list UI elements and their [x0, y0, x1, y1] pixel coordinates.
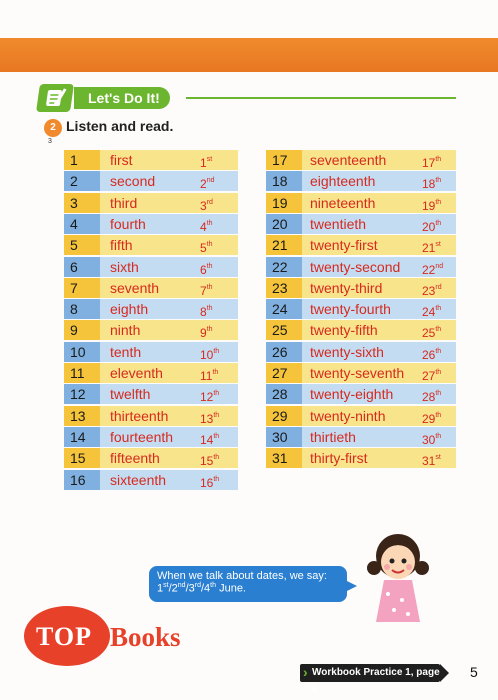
ordinal-abbr-number: 17 — [422, 156, 436, 170]
ordinal-row — [64, 384, 238, 404]
audio-track-number: 3 — [48, 138, 52, 145]
ordinal-abbr-number: 28 — [422, 390, 436, 405]
ordinal-number: 20 — [266, 214, 302, 234]
ordinal-suffix: th — [213, 390, 220, 398]
ordinal-number: 24 — [266, 299, 302, 319]
ordinal-row — [266, 171, 456, 191]
ordinal-row — [266, 406, 456, 426]
ordinal-word: thirteenth — [110, 407, 169, 424]
speech-line-1: When we talk about dates, we say: — [157, 570, 327, 582]
ordinal-number: 5 — [64, 235, 100, 255]
top-orange-band — [0, 38, 498, 72]
ordinal-word: twenty-second — [310, 258, 401, 275]
ordinal-number: 30 — [266, 427, 302, 447]
ordinal-number: 10 — [64, 342, 100, 362]
ordinal-abbr-number: 20 — [422, 219, 436, 234]
ordinal-abbr-number: 13 — [200, 411, 214, 426]
ordinal-number: 23 — [266, 278, 302, 298]
ordinal-number: 31 — [266, 448, 302, 468]
ordinal-suffix: th — [435, 326, 442, 334]
ordinal-abbr-number: 27 — [422, 369, 436, 383]
ordinal-abbr-number: 24 — [422, 305, 436, 320]
ordinal-word: twenty-sixth — [310, 343, 384, 360]
ordinal-abbreviation — [200, 299, 213, 319]
ordinal-number: 22 — [266, 257, 302, 277]
ordinal-number: 28 — [266, 384, 302, 404]
ordinal-row — [266, 257, 456, 277]
ordinal-abbreviation — [200, 193, 213, 213]
ordinal-row — [266, 299, 456, 319]
speech-line-2: 1st/2nd/3rd/4th June. — [157, 582, 246, 595]
ordinal-abbreviation — [200, 427, 219, 447]
ordinal-abbr-number: 25 — [422, 326, 436, 341]
ordinal-suffix: th — [435, 177, 442, 185]
ordinal-abbreviation — [422, 406, 441, 426]
ordinal-suffix: st — [435, 241, 441, 249]
ordinal-suffix: th — [435, 219, 442, 227]
ordinal-word: thirty-first — [310, 450, 368, 467]
ordinal-suffix: rd — [435, 283, 442, 291]
ordinal-number: 14 — [64, 427, 100, 447]
ordinal-row — [64, 299, 238, 319]
ordinal-row — [64, 363, 238, 383]
ordinal-number: 12 — [64, 384, 100, 404]
ordinal-row — [266, 427, 456, 447]
ordinals-table-right — [266, 150, 456, 470]
speech-date-suffix: th — [210, 582, 217, 589]
ordinal-suffix: st — [206, 156, 213, 163]
speech-date-number: 3 — [188, 582, 195, 595]
ordinal-abbreviation — [200, 384, 219, 404]
ordinal-word: eighth — [110, 301, 149, 318]
ordinal-number: 3 — [64, 193, 100, 213]
ordinal-suffix: th — [206, 283, 213, 291]
ordinal-abbreviation — [422, 342, 441, 362]
ordinal-word: twenty-ninth — [310, 407, 386, 424]
ordinal-word: twelfth — [110, 386, 151, 403]
ordinal-abbr-number: 6 — [200, 262, 207, 277]
ordinal-abbreviation — [200, 363, 218, 383]
ordinal-number: 2 — [64, 171, 100, 191]
ordinal-number: 25 — [266, 320, 302, 340]
ordinal-number: 15 — [64, 448, 100, 468]
ordinal-abbr-number: 22 — [422, 262, 436, 277]
ordinal-suffix: th — [435, 198, 442, 206]
ordinal-word: twenty-seventh — [310, 365, 405, 381]
ordinal-row — [266, 278, 456, 298]
ordinal-abbreviation — [422, 448, 441, 468]
ordinal-abbreviation — [200, 342, 219, 362]
ordinal-suffix: th — [213, 454, 220, 462]
ordinal-abbreviation — [422, 384, 441, 404]
ordinal-word: tenth — [110, 343, 142, 360]
ordinal-abbreviation — [422, 278, 442, 298]
ordinal-abbreviation — [200, 257, 213, 277]
ordinals-table-left — [64, 150, 238, 490]
ordinal-suffix: th — [435, 369, 442, 376]
ordinal-abbr-number: 12 — [200, 390, 214, 405]
activity-number-badge: 2 — [44, 119, 62, 137]
topbooks-logo — [12, 600, 202, 670]
speech-bubble — [149, 566, 347, 602]
logo-top-text: TOP — [36, 622, 92, 651]
ordinal-word: nineteenth — [310, 194, 376, 211]
ordinal-abbr-number: 21 — [422, 241, 436, 256]
ordinal-word: twenty-third — [310, 279, 383, 296]
speech-date-number: 1 — [157, 582, 164, 595]
ordinal-abbr-number: 29 — [422, 411, 436, 426]
ordinal-word: eighteenth — [310, 173, 376, 190]
ordinal-abbreviation — [200, 448, 219, 468]
ordinal-abbreviation — [422, 320, 441, 340]
page-number: 5 — [470, 664, 478, 680]
ordinal-suffix: th — [435, 347, 442, 355]
ordinal-word: sixteenth — [110, 471, 167, 488]
ordinal-number: 1 — [64, 150, 100, 170]
ordinal-row — [64, 427, 238, 447]
ordinal-suffix: th — [206, 305, 213, 313]
ordinal-row — [64, 406, 238, 426]
ordinal-abbr-number: 31 — [422, 454, 436, 469]
ordinal-abbr-number: 26 — [422, 347, 436, 362]
ordinal-word: twenty-fourth — [310, 301, 391, 318]
ordinal-abbreviation — [422, 427, 441, 447]
ordinal-word: first — [110, 152, 133, 168]
ordinal-abbreviation — [200, 214, 213, 234]
ordinal-number: 21 — [266, 235, 302, 255]
ordinal-abbr-number: 14 — [200, 432, 214, 447]
ordinal-abbr-number: 23 — [422, 283, 436, 298]
speech-date-suffix: rd — [194, 582, 201, 589]
ordinal-word: twenty-eighth — [310, 386, 394, 403]
ordinal-abbreviation — [200, 150, 212, 170]
ordinal-word: fourteenth — [110, 428, 174, 445]
ordinal-row — [266, 235, 456, 255]
ordinal-word: third — [110, 194, 138, 211]
ordinal-suffix: st — [435, 454, 441, 462]
speech-date-number: 2 — [171, 582, 178, 595]
speech-date-number: 4 — [204, 582, 211, 595]
ordinal-abbreviation — [200, 235, 213, 255]
ordinal-row — [64, 193, 238, 213]
ordinal-number: 27 — [266, 363, 302, 383]
section-title: Let's Do It! — [74, 87, 170, 109]
ordinal-suffix: th — [435, 432, 442, 440]
ordinal-row — [64, 150, 238, 170]
ordinal-suffix: th — [213, 475, 220, 483]
ordinal-row — [64, 320, 238, 340]
ordinal-suffix: th — [435, 411, 442, 419]
ordinal-row — [266, 342, 456, 362]
ordinal-abbr-number: 2 — [200, 177, 207, 192]
ordinal-suffix: th — [213, 432, 220, 440]
ordinal-suffix: th — [435, 156, 442, 163]
ordinal-abbr-number: 8 — [200, 305, 207, 320]
ordinal-abbreviation — [422, 214, 441, 234]
ordinal-abbreviation — [422, 150, 441, 170]
header-rule — [186, 97, 456, 99]
ordinal-abbr-number: 7 — [200, 283, 207, 298]
pencil-icon — [36, 84, 74, 112]
speech-month: June. — [219, 582, 246, 595]
ordinal-word: twentieth — [310, 215, 367, 232]
ordinal-number: 13 — [64, 406, 100, 426]
ordinal-number: 29 — [266, 406, 302, 426]
logo-books-text: Books — [110, 622, 181, 652]
ordinal-row — [64, 235, 238, 255]
speech-date-suffix: st — [163, 582, 169, 589]
ordinal-row — [64, 470, 238, 490]
ordinal-number: 16 — [64, 470, 100, 490]
ordinal-row — [266, 150, 456, 170]
ordinal-row — [64, 448, 238, 468]
ordinal-abbreviation — [200, 406, 219, 426]
ordinal-suffix: th — [435, 390, 442, 398]
ordinal-abbreviation — [422, 299, 441, 319]
ordinal-suffix: th — [206, 219, 213, 227]
ordinal-row — [64, 171, 238, 191]
ordinal-abbreviation — [422, 193, 441, 213]
ordinal-number: 19 — [266, 193, 302, 213]
ordinal-abbr-number: 18 — [422, 177, 436, 192]
ordinal-number: 7 — [64, 278, 100, 298]
ordinal-abbr-number: 5 — [200, 241, 207, 256]
ordinal-abbreviation — [422, 235, 441, 255]
ordinal-abbreviation — [422, 257, 443, 277]
ordinal-number: 9 — [64, 320, 100, 340]
ordinal-abbr-number: 16 — [200, 475, 214, 490]
ordinal-suffix: th — [213, 411, 220, 419]
ordinal-row — [266, 363, 456, 383]
speech-date-suffix: nd — [177, 582, 186, 589]
ordinal-abbr-number: 10 — [200, 347, 214, 362]
ordinal-suffix: nd — [435, 262, 444, 270]
ordinal-abbreviation — [422, 363, 441, 383]
ordinal-word: fifth — [110, 237, 133, 254]
instruction-text: Listen and read. — [66, 118, 174, 134]
ordinal-row — [64, 257, 238, 277]
ordinal-word: seventh — [110, 279, 160, 296]
ordinal-number: 11 — [64, 363, 100, 383]
ordinal-number: 8 — [64, 299, 100, 319]
ordinal-row — [266, 193, 456, 213]
ordinal-number: 17 — [266, 150, 302, 170]
ordinal-abbreviation — [200, 470, 219, 490]
ordinal-row — [64, 278, 238, 298]
ordinal-abbreviation — [200, 320, 213, 340]
ordinal-word: sixth — [110, 258, 139, 275]
ordinal-suffix: th — [435, 305, 442, 313]
ordinal-abbreviation — [200, 171, 214, 191]
ordinal-row — [266, 214, 456, 234]
workbook-reference: › Workbook Practice 1, page 5 — [300, 664, 440, 682]
ordinal-abbr-number: 19 — [422, 198, 436, 213]
ordinal-word: eleventh — [110, 365, 163, 381]
ordinal-suffix: th — [212, 369, 219, 376]
ordinal-abbr-number: 4 — [200, 219, 207, 234]
ordinal-row — [266, 448, 456, 468]
section-header — [36, 84, 456, 112]
ordinal-suffix: th — [206, 326, 213, 334]
ordinal-number: 18 — [266, 171, 302, 191]
ordinal-row — [266, 384, 456, 404]
ordinal-number: 4 — [64, 214, 100, 234]
ordinal-suffix: nd — [206, 177, 215, 185]
ordinal-word: twenty-fifth — [310, 322, 378, 339]
ordinal-word: seventeenth — [310, 152, 387, 168]
ordinal-abbr-number: 3 — [200, 198, 207, 213]
ordinal-word: second — [110, 173, 156, 190]
ordinal-number: 26 — [266, 342, 302, 362]
ordinal-suffix: th — [206, 262, 213, 270]
ordinal-suffix: th — [206, 241, 213, 249]
ordinal-word: thirtieth — [310, 428, 356, 445]
girl-illustration — [362, 528, 434, 628]
ordinal-word: twenty-first — [310, 237, 378, 254]
ordinal-row — [266, 320, 456, 340]
ordinal-abbr-number: 11 — [200, 369, 213, 383]
ordinal-word: fourth — [110, 215, 146, 232]
ordinal-abbreviation — [200, 278, 213, 298]
ordinal-number: 6 — [64, 257, 100, 277]
ordinal-abbr-number: 1 — [200, 156, 207, 170]
ordinal-word: ninth — [110, 322, 141, 339]
ordinal-abbr-number: 9 — [200, 326, 207, 341]
ordinal-abbreviation — [422, 171, 441, 191]
ordinal-row — [64, 342, 238, 362]
ordinal-word: fifteenth — [110, 450, 160, 467]
ordinal-row — [64, 214, 238, 234]
ordinal-abbr-number: 30 — [422, 432, 436, 447]
ordinal-suffix: rd — [206, 198, 213, 206]
ordinal-suffix: th — [213, 347, 220, 355]
ordinal-abbr-number: 15 — [200, 454, 214, 469]
